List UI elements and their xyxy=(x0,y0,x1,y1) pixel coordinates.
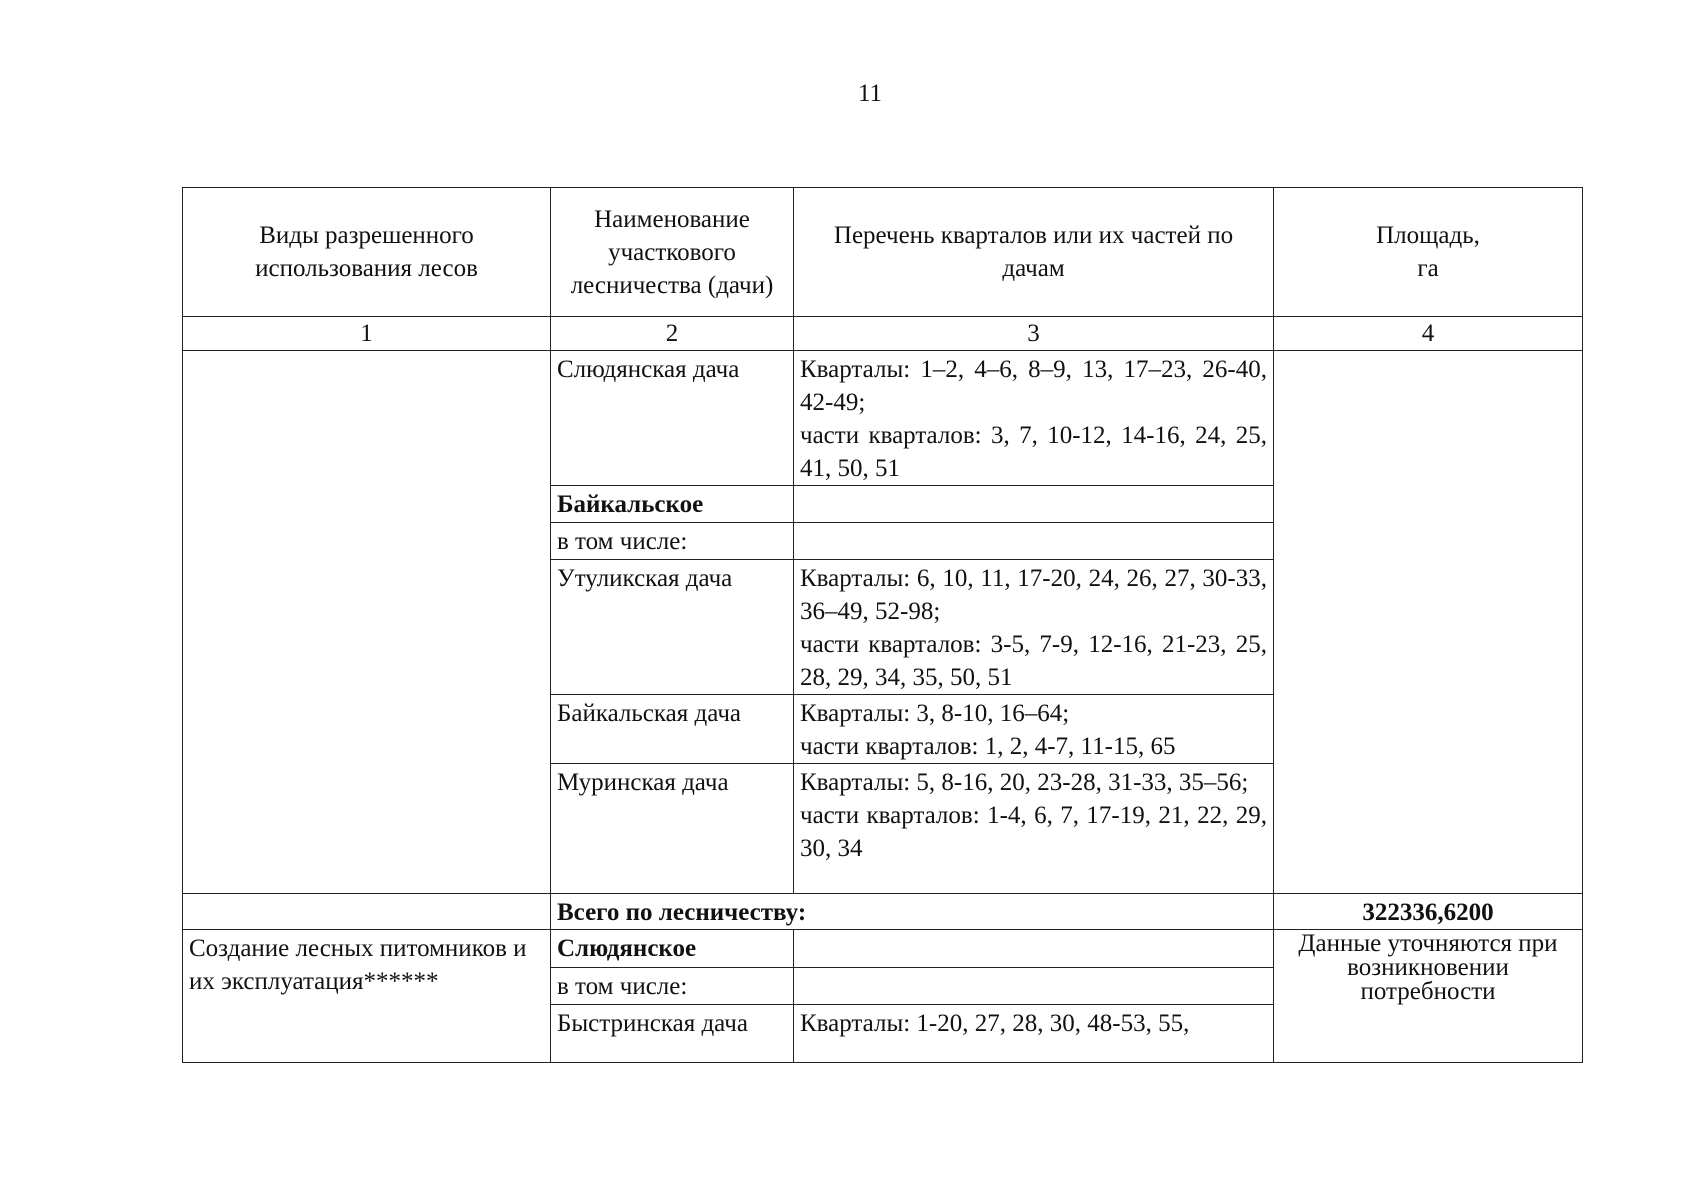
header-area xyxy=(1274,188,1583,317)
forestry-name: Байкальская дача xyxy=(551,695,794,764)
column-number-row xyxy=(183,317,1583,351)
quarters-partial: части кварталов: 1-4, 6, 7, 17-19, 21, 22, 29, 30, 34 xyxy=(800,802,1267,862)
area-cell-empty xyxy=(1274,351,1583,894)
quarters-list xyxy=(794,351,1274,486)
use-type-cell-empty xyxy=(183,351,551,894)
header-area-label: Площадь, xyxy=(1376,222,1480,249)
forestry-name: Слюдянское xyxy=(551,930,794,968)
forestry-name: Быстринская дача xyxy=(551,1005,794,1063)
forest-use-table xyxy=(182,187,1583,1063)
quarters-list xyxy=(794,695,1274,764)
quarters-partial: части кварталов: 1, 2, 4-7, 11-15, 65 xyxy=(800,733,1176,760)
quarters-list xyxy=(794,560,1274,695)
total-row xyxy=(183,894,1583,930)
forestry-name: Утуликская дача xyxy=(551,560,794,695)
quarters-full: Кварталы: 1–2, 4–6, 8–9, 13, 17–23, 26-40, 42-49; xyxy=(800,356,1267,416)
column-number-2: 2 xyxy=(551,317,794,351)
header-area-unit: га xyxy=(1417,255,1439,282)
quarters-full: Кварталы: 3, 8-10, 16–64; xyxy=(800,700,1070,727)
column-number-4: 4 xyxy=(1274,317,1583,351)
total-area-value: 322336,6200 xyxy=(1274,894,1583,930)
header-use-type: Виды разрешенного использования лесов xyxy=(183,188,551,317)
table-row xyxy=(183,930,1583,968)
forestry-name: Муринская дача xyxy=(551,764,794,894)
page-number: 11 xyxy=(857,80,883,107)
quarters-list xyxy=(794,930,1274,968)
quarters-partial: части кварталов: 3-5, 7-9, 12-16, 21-23, 25, 28, 29, 34, 35, 50, 51 xyxy=(800,631,1267,691)
header-quarters-list: Перечень кварталов или их частей по дачам xyxy=(794,188,1274,317)
quarters-list xyxy=(794,968,1274,1005)
header-forestry-name: Наименование участкового лесничества (дачи) xyxy=(551,188,794,317)
quarters-partial: части кварталов: 3, 7, 10-12, 14-16, 24, 25, 41, 50, 51 xyxy=(800,422,1267,482)
quarters-full: Кварталы: 1-20, 27, 28, 30, 48-53, 55, xyxy=(800,1010,1190,1037)
table-header-row xyxy=(183,188,1583,317)
column-number-1: 1 xyxy=(183,317,551,351)
area-note: Данные уточняются при возникновении потребности xyxy=(1274,930,1583,1063)
total-label: Всего по лесничеству: xyxy=(551,894,1274,930)
quarters-list xyxy=(794,1005,1274,1063)
table-row xyxy=(183,351,1583,486)
quarters-full: Кварталы: 5, 8-16, 20, 23-28, 31-33, 35–56; xyxy=(800,769,1249,796)
forestry-subheading: в том числе: xyxy=(551,523,794,560)
quarters-list xyxy=(794,764,1274,894)
forestry-subheading: в том числе: xyxy=(551,968,794,1005)
quarters-full: Кварталы: 6, 10, 11, 17-20, 24, 26, 27, 30-33, 36–49, 52-98; xyxy=(800,565,1267,625)
forestry-name: Слюдянская дача xyxy=(551,351,794,486)
forestry-name: Байкальское xyxy=(551,486,794,523)
column-number-3: 3 xyxy=(794,317,1274,351)
use-type: Создание лесных питомников и их эксплуатация****** xyxy=(183,930,551,1063)
quarters-list xyxy=(794,523,1274,560)
quarters-list xyxy=(794,486,1274,523)
use-type-cell-empty xyxy=(183,894,551,930)
